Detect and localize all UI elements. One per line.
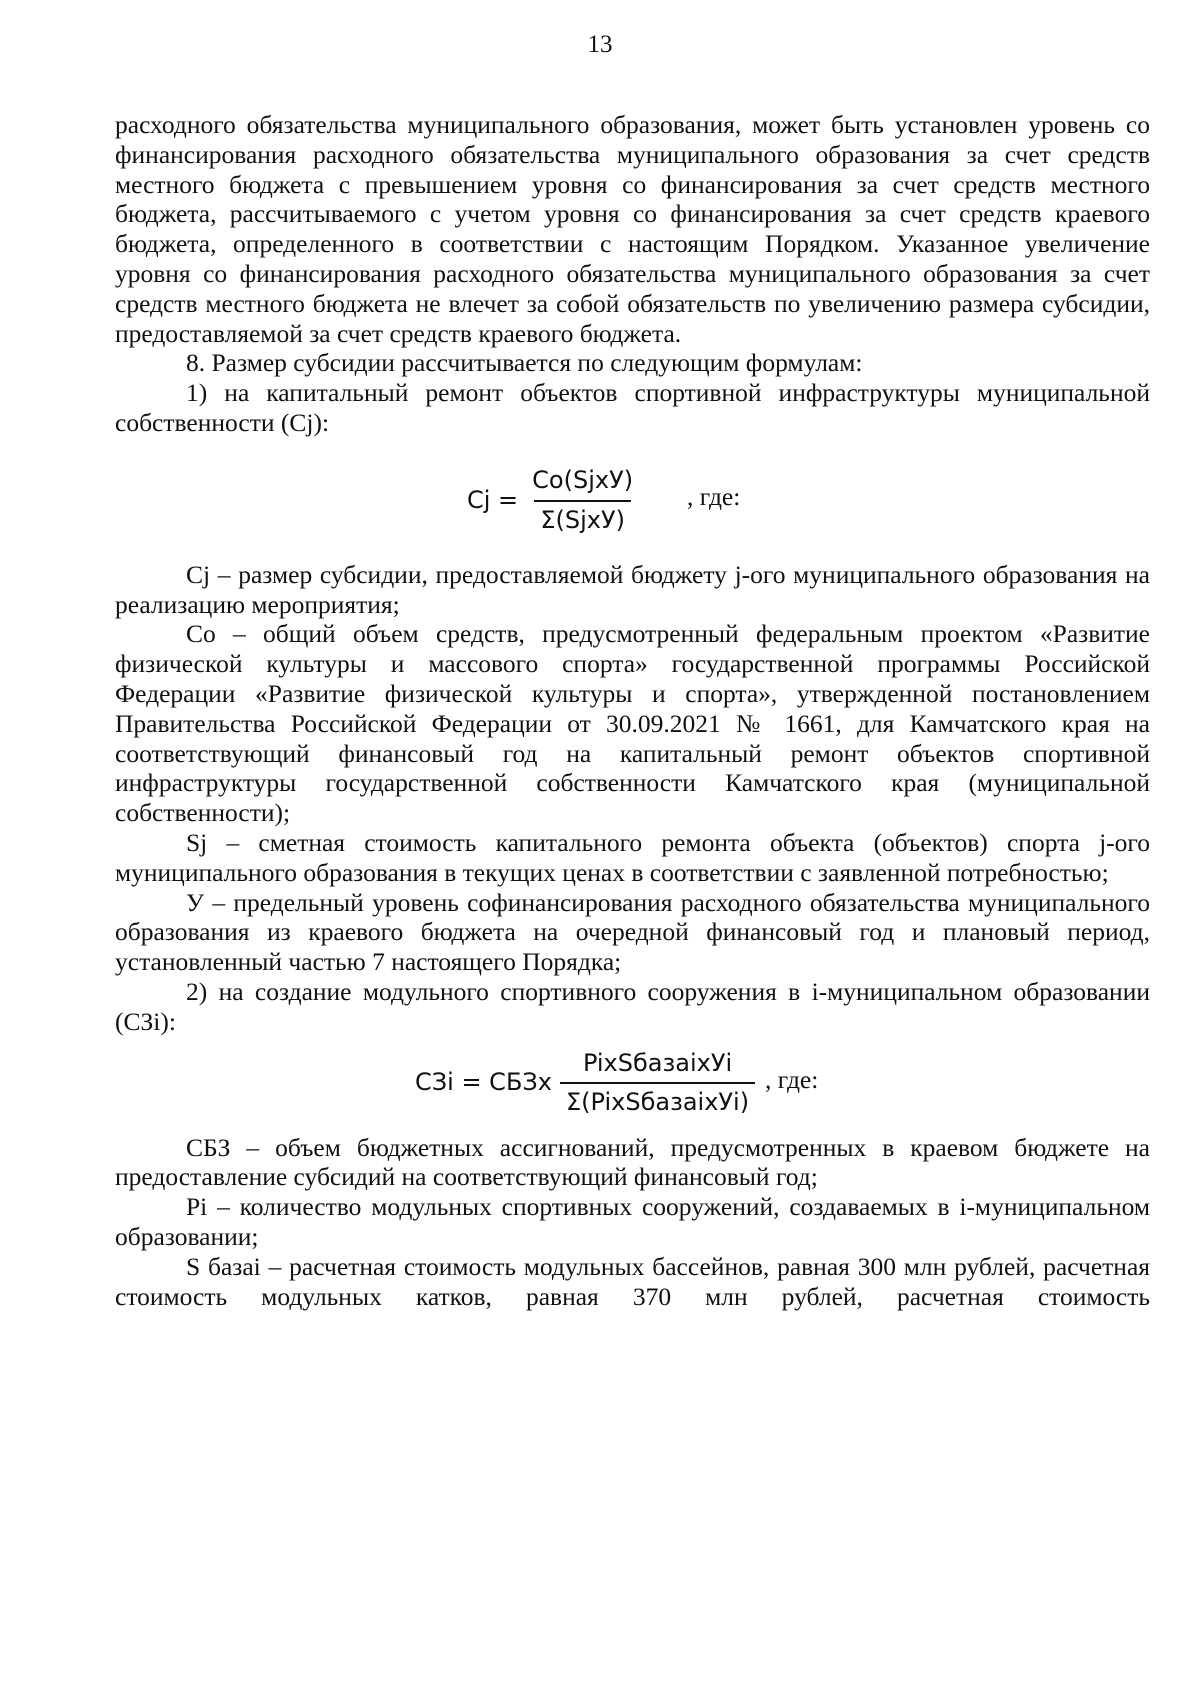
formula-cj-lhs: Cj =	[467, 485, 519, 514]
definition-cj: Cj – размер субсидии, предоставляемой бюджету j-ого муниципального образования на реализацию мероприятия;	[115, 559, 1150, 619]
paragraph-formula1-intro: 1) на капитальный ремонт объектов спортивной инфраструктуры муниципальной собственности (Cj):	[115, 378, 1150, 437]
definition-sj: Sj – сметная стоимость капитального ремонта объекта (объектов) спорта j-ого муниципального образования в текущих ценах в соответствии с заявленной потребностью;	[115, 827, 1150, 887]
definition-sbz: СБЗ – объем бюджетных ассигнований, предусмотренных в краевом бюджете на предоставление субсидий на соответствующий финансовый год;	[115, 1132, 1150, 1192]
paragraph-item-8: 8. Размер субсидии рассчитывается по следующим формулам:	[186, 348, 863, 378]
formula-szi-suffix: , где:	[765, 1064, 819, 1094]
definition-u: У – предельный уровень софинансирования расходного обязательства муниципального образования из краевого бюджета на очередной финансовый год и плановый период, установленный частью 7 настоящего Порядка;	[115, 887, 1150, 977]
body-text-upper	[115, 110, 1150, 1311]
formula-szi	[115, 1037, 1150, 1133]
definition-sbazai: S базаi – расчетная стоимость модульных бассейнов, равная 300 млн рублей, расчетная стоимость модульных катков, равная 370 млн рублей, расчетная стоимость	[115, 1251, 1150, 1311]
paragraph-formula2-intro: 2) на создание модульного спортивного сооружения в i-муниципальном образовании (СЗi):	[115, 976, 1150, 1036]
page-number: 13	[587, 31, 613, 58]
formula-cj-numerator: Co(SjxУ)	[532, 465, 634, 494]
paragraph-cofinancing: расходного обязательства муниципального образования, может быть установлен уровень со финансирования расходного обязательства муниципального образования за счет средств местного бюджета с превышением уровня со финансирования за счет средств местного бюджета, рассчитываемого с учетом уровня со финансирования за счет средств краевого бюджета, определенного в соответствии с настоящим Порядком. Указанное увеличение уровня со финансирования расходного обязательства муниципального образования за счет средств местного бюджета не влечет за собой обязательств по увеличению размера субсидии, предоставляемой за счет средств краевого бюджета.	[115, 110, 1150, 348]
formula-cj-suffix: , где:	[687, 481, 741, 511]
definition-co: Co – общий объем средств, предусмотренный федеральным проектом «Развитие физической культуры и массового спорта» государственной программы Российской Федерации «Развитие физической культуры и спорта», утвержденной постановлением Правительства Российской Федерации от 30.09.2021 № 1661, для Камчатского края на соответствующий финансовый год на капитальный ремонт объектов спортивной инфраструктуры государственной собственности Камчатского края (муниципальной собственности);	[115, 619, 1150, 828]
formula-cj-denominator: Σ(SjxУ)	[534, 500, 631, 536]
formula-szi-numerator: PixSбазаixУi	[582, 1048, 733, 1077]
formula-cj	[115, 438, 1150, 560]
formula-szi-denominator: Σ(PixSбазаixУi)	[560, 1082, 755, 1118]
definition-pi: Pi – количество модульных спортивных сооружений, создаваемых в i-муниципальном образовании;	[115, 1192, 1150, 1251]
formula-szi-lhs: СЗi = СБЗх	[415, 1068, 552, 1097]
